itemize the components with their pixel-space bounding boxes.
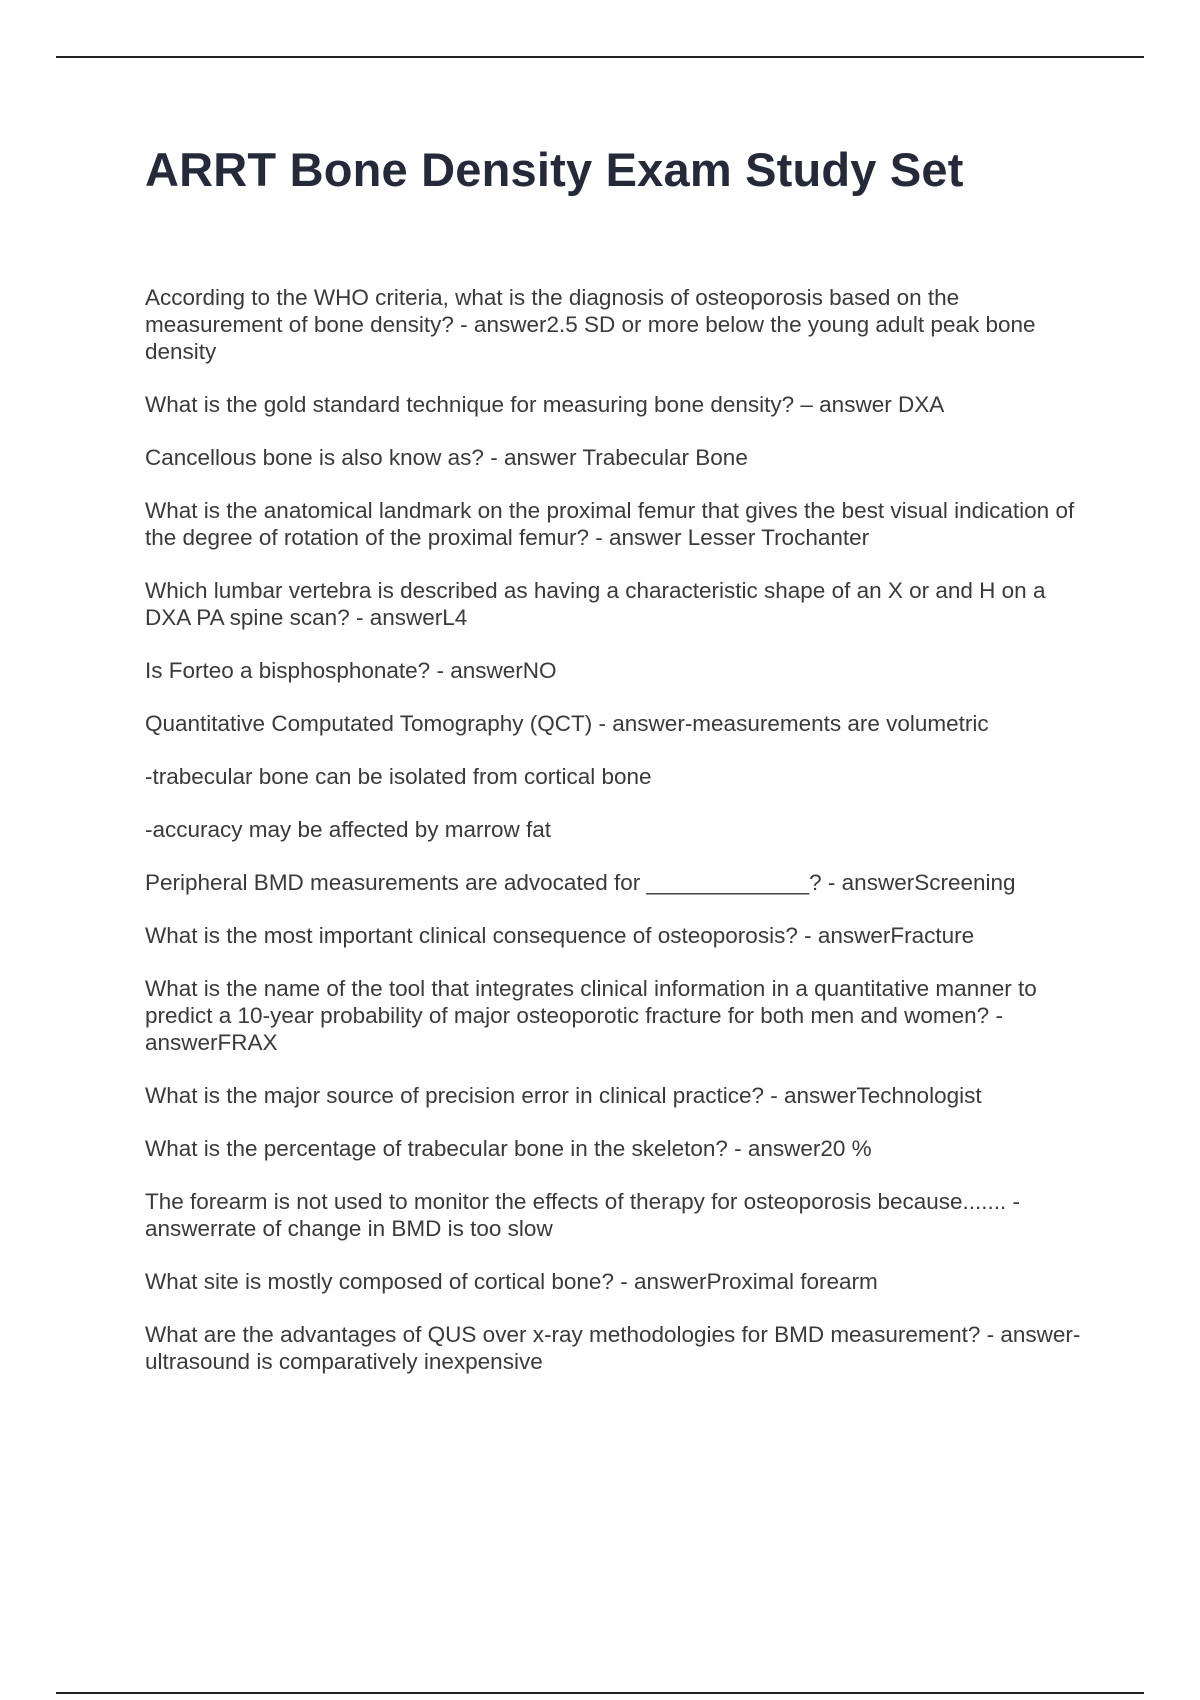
qa-list	[145, 284, 1095, 1401]
qa-item: What is the percentage of trabecular bone in the skeleton? - answer20 %	[145, 1136, 872, 1161]
qa-item: What site is mostly composed of cortical bone? - answerProximal forearm	[145, 1269, 878, 1294]
top-divider	[56, 56, 1144, 58]
qa-item: What is the name of the tool that integrates clinical information in a quantitative manner to predict a 10-year probability of major osteoporotic fracture for both men and women? - answerFRAX	[145, 976, 1037, 1055]
qa-item: Cancellous bone is also know as? - answer Trabecular Bone	[145, 445, 748, 470]
qa-item: What is the most important clinical consequence of osteoporosis? - answerFracture	[145, 923, 975, 948]
qa-item: Peripheral BMD measurements are advocated for _____________? - answerScreening	[145, 870, 1016, 895]
qa-item: Which lumbar vertebra is described as having a characteristic shape of an X or and H on a DXA PA spine scan? - answerL4	[145, 578, 1046, 630]
bottom-divider	[56, 1692, 1144, 1694]
qa-item: Quantitative Computated Tomography (QCT) - answer-measurements are volumetric	[145, 711, 989, 736]
qa-item: What are the advantages of QUS over x-ray methodologies for BMD measurement? - answer-ultrasound is comparatively inexpensive	[145, 1322, 1081, 1374]
qa-item: What is the gold standard technique for measuring bone density? – answer DXA	[145, 392, 945, 417]
qa-item: -accuracy may be affected by marrow fat	[145, 817, 551, 842]
qa-item: Is Forteo a bisphosphonate? - answerNO	[145, 658, 557, 683]
qa-item: According to the WHO criteria, what is the diagnosis of osteoporosis based on the measurement of bone density? - answer2.5 SD or more below the young adult peak bone density	[145, 285, 1036, 364]
qa-item: -trabecular bone can be isolated from cortical bone	[145, 764, 652, 789]
qa-item: The forearm is not used to monitor the effects of therapy for osteoporosis because....... - answerrate of change in BMD is too slow	[145, 1189, 1021, 1241]
page-title: ARRT Bone Density Exam Study Set	[145, 143, 964, 196]
qa-item: What is the major source of precision error in clinical practice? - answerTechnologist	[145, 1083, 982, 1108]
qa-item: What is the anatomical landmark on the proximal femur that gives the best visual indication of the degree of rotation of the proximal femur? - answer Lesser Trochanter	[145, 498, 1075, 550]
